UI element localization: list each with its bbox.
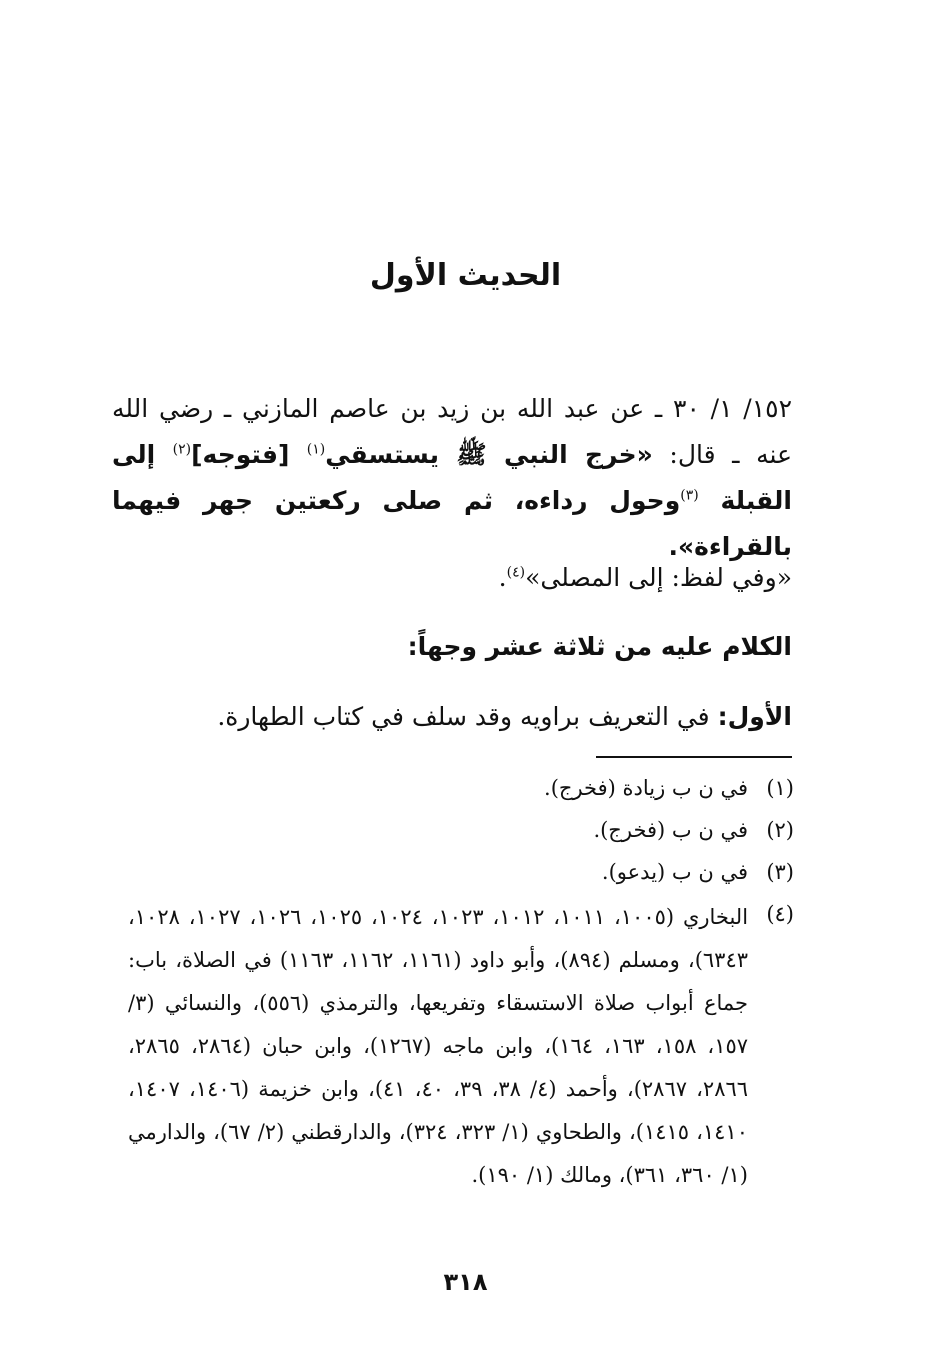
variant-end: . xyxy=(498,563,507,592)
footnote-ref-1: (١) xyxy=(306,441,326,458)
hadith-paragraph xyxy=(112,386,792,570)
footnote-text: البخاري (١٠٠٥، ١٠١١، ١٠١٢، ١٠٢٣، ١٠٢٤، ١٠٢٥، ١٠٢٦، ١٠٢٧، ١٠٢٨، ٦٣٤٣)، ومسلم (٨٩٤)، وأبو داود (١١٦١، ١١٦٢، ١١٦٣) في الصلاة، باب: جماع أبواب صلاة الاستسقاء وتفريعها، والترمذي (٥٥٦)، والنسائي (٣/ ١٥٧، ١٥٨، ١٦٣، ١٦٤)، وابن ماجه (١٢٦٧)، وابن حبان (٢٨٦٤، ٢٨٦٥، ٢٨٦٦، ٢٨٦٧)، وأحمد (٤/ ٣٨، ٣٩، ٤٠، ٤١)، وابن خزيمة (١٤٠٦، ١٤٠٧، ١٤١٠، ١٤١٥)، والطحاوي (١/ ٣٢٣، ٣٢٤)، والدارقطني (٢/ ٦٧)، والدارمي (١/ ٣٦٠، ٣٦١)، ومالك (١/ ١٩٠). xyxy=(128,905,749,1187)
footnote-number: (٢) xyxy=(766,818,794,842)
first-point-text: في التعريف براويه وقد سلف في كتاب الطهارة. xyxy=(217,702,718,731)
hadith-number: ١٥٢/ ١/ ٣٠ xyxy=(673,394,793,423)
hadith-text-3: وحول رداءه، ثم صلى ركعتين جهر فيهما بالقراءة». xyxy=(112,486,792,561)
footnote-separator xyxy=(596,756,792,758)
first-point xyxy=(139,695,792,739)
footnote-text: في ن ب (يدعو). xyxy=(601,860,748,884)
first-point-label: الأول: xyxy=(717,702,792,731)
footnote-number: (٣) xyxy=(766,860,794,884)
chapter-heading: الحديث الأول xyxy=(369,258,562,293)
variant-text: «وفي لفظ: إلى المصلى» xyxy=(525,563,792,592)
footnotes xyxy=(128,770,794,1203)
footnote xyxy=(128,770,794,806)
hadith-text-2: إلى القبلة xyxy=(112,440,792,515)
variant-wording xyxy=(139,556,792,600)
footnote-number: (٤) xyxy=(766,902,794,926)
discussion-heading: الكلام عليه من ثلاثة عشر وجهاً: xyxy=(407,632,792,661)
footnote-number: (١) xyxy=(766,776,794,800)
footnote-text: في ن ب زيادة (فخرج). xyxy=(544,776,748,800)
footnote xyxy=(128,896,794,1197)
footnote-ref-2: (٢) xyxy=(172,441,192,458)
footnote-ref-4: (٤) xyxy=(506,564,526,581)
hadith-bracket: [فتوجه] xyxy=(191,440,307,469)
hadith-text-1: «خرج النبي ﷺ يستسقي xyxy=(325,440,653,469)
page-number: ٣١٨ xyxy=(443,1268,488,1296)
hadith-narrator: ـ عن عبد الله بن زيد بن عاصم المازني ـ رضي الله عنه ـ قال: xyxy=(112,394,792,469)
footnote xyxy=(128,812,794,848)
footnote-ref-3: (٣) xyxy=(680,487,699,504)
footnote-text: في ن ب (فخرج). xyxy=(593,818,748,842)
footnote xyxy=(128,854,794,890)
